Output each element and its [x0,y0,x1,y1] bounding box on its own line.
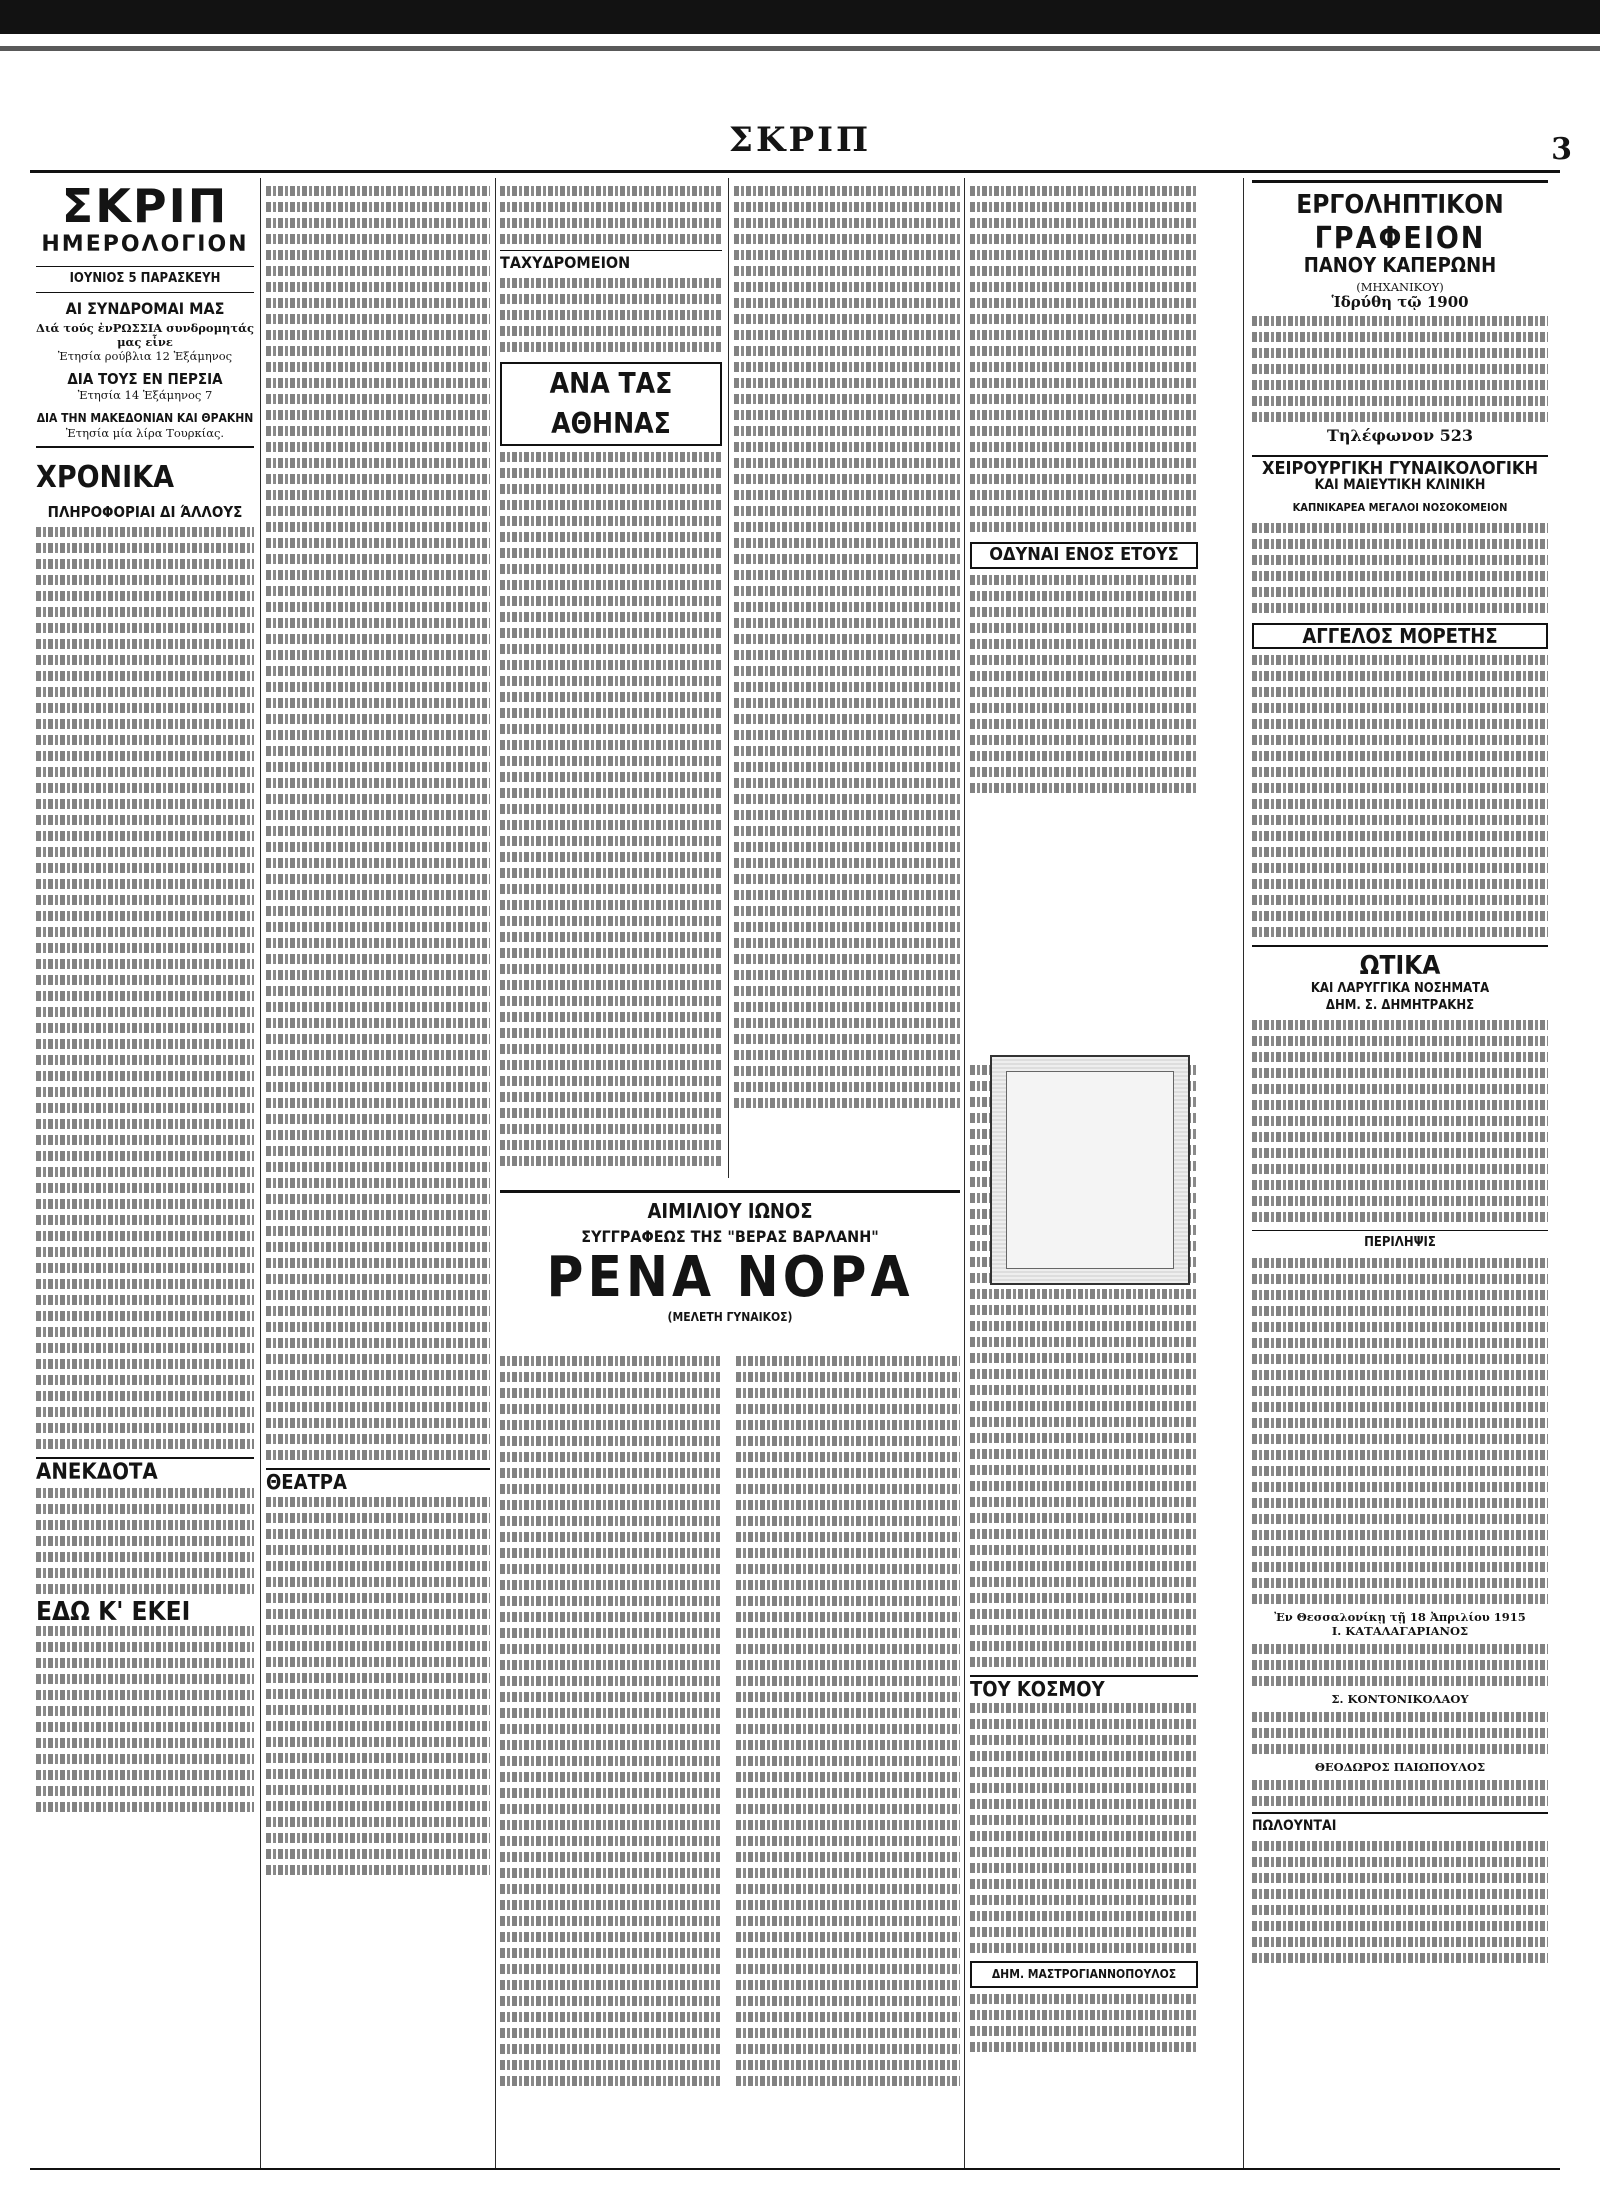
anekdota-text [36,1488,254,1594]
otika-heading: ΩΤΙΚΑ [1252,945,1548,981]
date-line: ΙΟΥΝΙΟΣ 5 ΠΑΡΑΣΚΕΥΗ [36,266,254,293]
portrait-frame [1006,1071,1174,1269]
aggelos-text [1252,655,1548,937]
logo: ΣΚΡΙΠ [61,180,229,233]
signer-name: Ι. ΚΑΤΑΛΑΓΑΡΙΑΝΟΣ [1331,1623,1469,1638]
serial-title: ΡΕΝΑ ΝΟΡΑ [546,1245,914,1310]
notice-text [1252,1712,1548,1754]
phone-line: Τηλέφωνον 523 [1326,426,1474,446]
column-four-text [734,186,960,1108]
serial-byline: ΣΥΓΓΡΑΦΕΩΣ ΤΗΣ "ΒΕΡΑΣ ΒΑΡΛΑΝΗ" [581,1227,879,1246]
chronika-subheading: ΠΛΗΡΟΦΟΡΙΑΙ ΔΙ ΆΛΛΟΥΣ [47,503,243,522]
anekdota-heading: ΑΝΕΚΔΟΤΑ [36,1457,254,1482]
poloyntai-text [1252,1841,1548,1963]
page-number: 3 [1551,132,1572,167]
gyn-clinic-sub2: ΚΑΠΝΙΚΑΡΕΑ ΜΕΓΑΛΟΙ ΝΟΣΟΚΟΜΕΙΟΝ [1292,500,1508,514]
subscriptions-russia: Διά τούς ἐνΡΩΣΣΙΑ συνδρομητάς μας εἶνε [36,321,254,350]
column-five-top-text [970,186,1198,532]
mastrogiannopoulos-text [970,1994,1198,2052]
aggelos-moretis-heading: ΑΓΓΕΛΟΣ ΜΟΡΕΤΗΣ [1252,623,1548,650]
owner-name: ΠΑΝΟΥ ΚΑΠΕΡΩΝΗ [1303,253,1497,277]
calendar-title: ΗΜΕΡΟΛΟΓΙΟΝ [41,232,249,257]
persia-heading: ΔΙΑ ΤΟΥΣ ΕΝ ΠΕΡΣΙΑ [67,370,223,389]
column-divider [260,178,261,2168]
odynai-text [970,575,1198,793]
masthead-title: ΣΚΡΙΠ [728,120,872,160]
gyn-clinic-text [1252,523,1548,613]
theatra-text [266,1497,490,1875]
column-two-text [266,186,490,1460]
serial-banner [500,1190,960,1340]
theodoros-name: ΘΕΟΔΩΡΟΣ ΠΑΙΩΠΟΥΛΟΣ [1314,1759,1486,1774]
masthead-rule [30,170,1560,173]
odynai-heading: ΟΔΥΝΑΙ ΕΝΟΣ ΕΤΟΥΣ [970,542,1198,569]
column-left [36,180,254,2170]
owner-title: (ΜΗΧΑΝΙΚΟΥ) [1356,279,1444,294]
chronika-text [36,527,254,1449]
column-divider [728,178,729,1178]
subscriptions-heading: ΑΙ ΣΥΝΔΡΟΜΑΙ ΜΑΣ [65,298,225,318]
otika-doctor: ΔΗΜ. Σ. ΔΗΜΗΤΡΑΚΗΣ [1325,997,1475,1013]
ana-tas-athinas-heading: ΑΝΑ ΤΑΣ ΑΘΗΝΑΣ [500,362,722,446]
taxydromeion-heading: ΤΑΧΥΔΡΟΜΕΙΟΝ [500,250,722,272]
gyn-clinic-sub: ΚΑΙ ΜΑΙΕΥΤΙΚΗ ΚΛΙΝΙΚΗ [1314,477,1486,494]
column-divider [495,178,496,2168]
perilipsis-text [1252,1258,1548,1604]
serial-subtitle: (ΜΕΛΕΤΗ ΓΥΝΑΙΚΟΣ) [667,1310,793,1324]
taxydromeion-text [500,278,722,352]
theatra-heading: ΘΕΑΤΡΑ [266,1468,490,1491]
otika-sub: ΚΑΙ ΛΑΡΥΓΓΙΚΑ ΝΟΣΗΜΑΤΑ [1310,981,1490,997]
ana-tas-athinas-text [500,452,722,1166]
column-four [734,180,960,1180]
serial-author: ΑΙΜΙΛΙΟΥ ΙΩΝΟΣ [500,1190,960,1223]
column-divider [1243,178,1244,2168]
scan-top-line [0,46,1600,51]
tou-kosmou-text [970,1703,1198,1953]
edo-kei-heading: ΕΔΩ Κ' ΕΚΕΙ [36,1596,191,1627]
otika-text [1252,1020,1548,1222]
mastrogiannopoulos-box: ΔΗΜ. ΜΑΣΤΡΟΓΙΑΝΝΟΠΟΥΛΟΣ [970,1961,1198,1988]
tou-kosmou-heading: ΤΟΥ ΚΟΣΜΟΥ [970,1675,1198,1698]
poloyntai-heading: ΠΩΛΟΥΝΤΑΙ [1252,1812,1548,1835]
ergoliptikon-heading: ΕΡΓΟΛΗΠΤΙΚΟΝ [1252,180,1548,221]
macedonia-heading: ΔΙΑ ΤΗΝ ΜΑΚΕΔΟΝΙΑΝ ΚΑΙ ΘΡΑΚΗΝ [36,410,254,425]
macedonia-rate: Ἐτησία μία λίρα Τουρκίας. [36,426,254,448]
perilipsis-heading: ΠΕΡΙΛΗΨΙΣ [1252,1230,1548,1252]
column-right [1252,180,1548,2170]
grafeion-heading: ΓΡΑΦΕΙΟΝ [1314,221,1486,256]
column-divider [964,178,965,2168]
portrait-image [990,1055,1190,1285]
ergoliptikon-text [1252,316,1548,422]
subscriptions-russia-rate: Ἐτησία ρούβλια 12 Ἑξάμηνος [57,349,233,364]
scan-top-border [0,0,1600,34]
column-three-top-text [500,186,722,244]
column-two [266,180,490,2170]
edo-kei-text [36,1626,254,1812]
kontonikolaou-name: Σ. ΚΟΝΤΟΝΙΚΟΛΑΟΥ [1331,1691,1469,1706]
persia-rate: Ἐτησία 14 Ἑξάμηνος 7 [77,387,213,402]
chronika-heading: ΧΡΟΝΙΚΑ [36,460,174,496]
serial-text [500,1350,960,2170]
theodoros-text [1252,1780,1548,1806]
founded-line: Ἱδρύθη τῷ 1900 [1331,292,1469,311]
bottom-rule [30,2168,1560,2170]
portrait-space [970,799,1198,1059]
gyn-clinic-heading: ΧΕΙΡΟΥΡΓΙΚΗ ΓΥΝΑΙΚΟΛΟΓΙΚΗ [1252,455,1548,478]
date-signed: Ἐν Θεσσαλονίκῃ τῇ 18 Ἀπριλίου 1915 [1274,1609,1526,1624]
signer-text [1252,1644,1548,1686]
